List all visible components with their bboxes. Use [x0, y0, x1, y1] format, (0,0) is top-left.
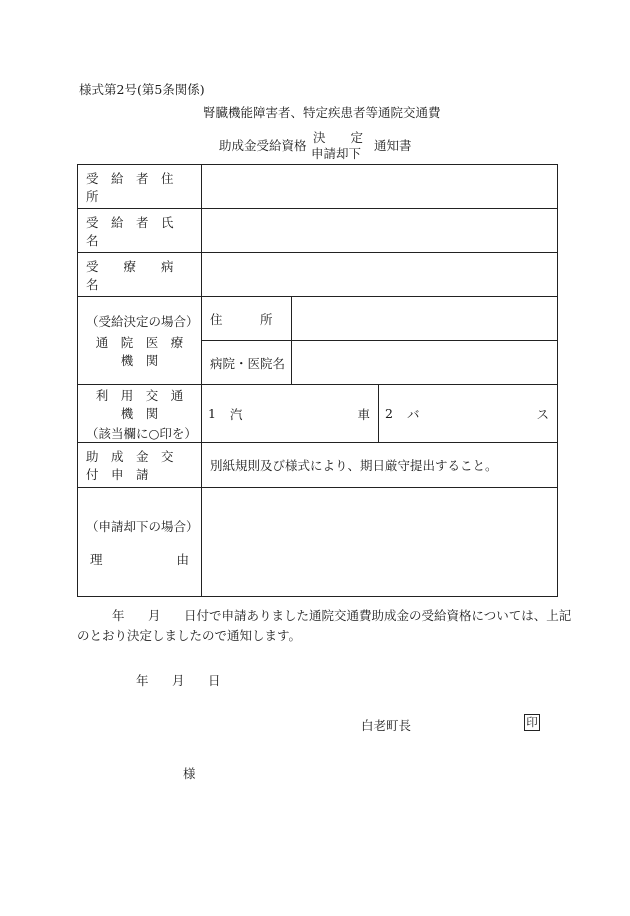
address-input-cell[interactable]	[202, 165, 558, 209]
submission-label: 助 成 金 交 付 申 請	[86, 449, 187, 482]
form-table	[77, 164, 558, 597]
name-label: 受 給 者 氏 名	[86, 214, 187, 248]
clinic-note: （受給決定の場合）	[86, 314, 199, 329]
date-day: 日	[208, 673, 221, 688]
clinic-label: 通 院 医 療 機 関	[95, 335, 196, 368]
transport-car-char1: 汽	[229, 406, 243, 422]
body-year: 年	[112, 608, 125, 623]
title-prefix: 助成金受給資格	[219, 138, 307, 153]
title-option-decision: 決 定	[313, 130, 364, 145]
transport-label: 利 用 交 通 機 関	[95, 387, 196, 421]
clinic-address-label: 住 所	[202, 297, 292, 341]
name-label-cell	[78, 209, 202, 253]
illness-label-cell	[78, 253, 202, 297]
reason-label-char1: 理	[90, 551, 103, 567]
address-label-cell	[78, 165, 202, 209]
illness-input-cell[interactable]	[202, 253, 558, 297]
body-line1: 日付で申請ありました通院交通費助成金の受給資格については、上記	[184, 608, 572, 623]
transport-car-char2: 車	[357, 406, 370, 422]
body-month: 月	[148, 608, 161, 623]
form-number: 様式第2号(第5条関係)	[79, 82, 205, 97]
submission-label-cell	[78, 443, 202, 488]
seal-icon: 印	[524, 714, 540, 731]
transport-option-car[interactable]	[202, 385, 379, 443]
transport-note: （該当欄に○印を）	[86, 425, 197, 441]
transport-bus-char1: バ	[406, 406, 420, 422]
address-label: 受 給 者 住 所	[86, 170, 187, 204]
clinic-address-input[interactable]	[292, 297, 558, 341]
transport-bus-char2: ス	[536, 406, 550, 422]
title-line1: 腎臓機能障害者、特定疾患者等通院交通費	[203, 105, 441, 120]
transport-bus-number: 2	[385, 406, 393, 421]
date-year: 年	[136, 673, 149, 688]
title-option-rejection: 申請却下	[311, 146, 362, 161]
submission-text: 別紙規則及び様式により、期日厳守提出すること。	[202, 443, 558, 488]
transport-option-bus[interactable]	[379, 385, 558, 443]
clinic-hospital-label: 病院・医院名	[202, 341, 292, 385]
reason-label-char2: 由	[176, 551, 189, 567]
transport-car-number: 1	[208, 406, 216, 421]
reason-note: （申請却下の場合）	[86, 518, 199, 534]
seal-mark	[524, 714, 540, 731]
clinic-hospital-input[interactable]	[292, 341, 558, 385]
issuer: 白老町長	[361, 718, 412, 733]
title-suffix: 通知書	[374, 138, 412, 153]
transport-label-cell	[78, 385, 202, 443]
reason-input-cell[interactable]	[202, 488, 558, 597]
recipient-suffix: 様	[183, 766, 196, 781]
date-month: 月	[172, 673, 185, 688]
name-input-cell[interactable]	[202, 209, 558, 253]
clinic-label-cell	[78, 297, 202, 385]
illness-label: 受 療 病 名	[86, 258, 199, 292]
reason-label-cell	[78, 488, 202, 597]
body-line2: のとおり決定しましたので通知します。	[77, 628, 302, 643]
